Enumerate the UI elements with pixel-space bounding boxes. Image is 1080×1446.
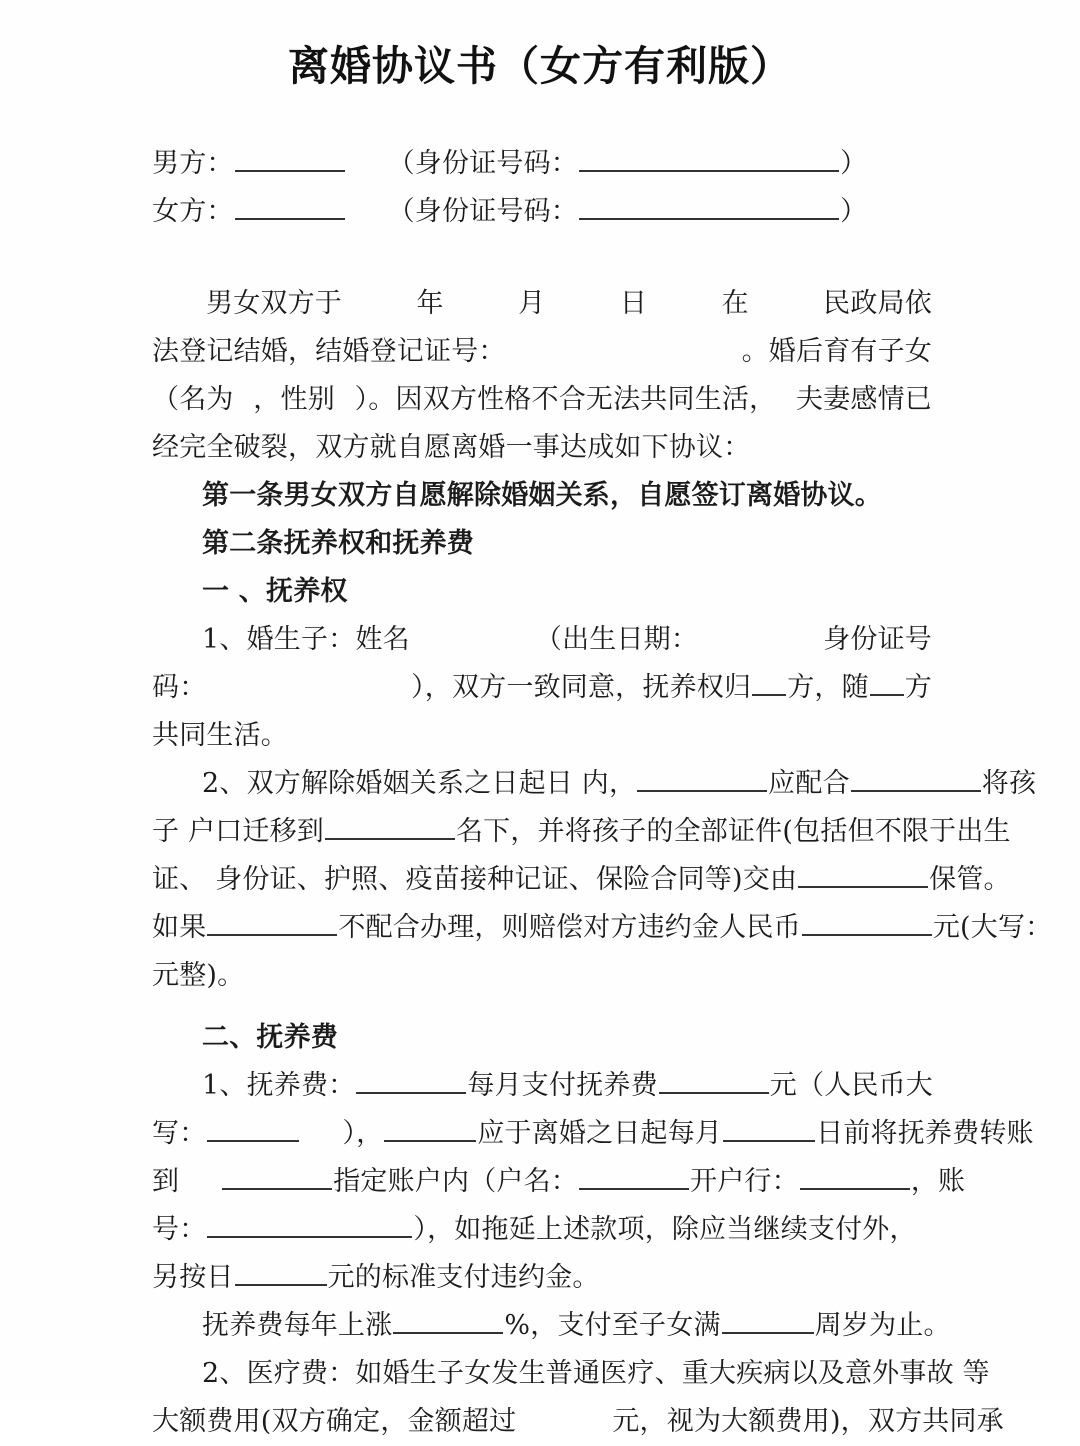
support-daily-penalty-blank[interactable] — [235, 1258, 327, 1286]
custody-penalty-text: 不配合办理，则赔偿对方违约金人民币 — [338, 912, 801, 943]
support-item1-line-1 — [152, 1062, 932, 1110]
preamble-l3-d: 夫妻感情已 — [795, 384, 932, 415]
custody-item1-agree-text — [411, 664, 932, 712]
support-item1-line-2 — [152, 1110, 1034, 1158]
party-line-female — [152, 188, 932, 236]
support-bank-label: 开户行： — [690, 1166, 799, 1197]
party-female-name-blank[interactable] — [235, 192, 345, 220]
custody-holder-blank[interactable] — [752, 668, 786, 696]
support-account-name-blank[interactable] — [579, 1162, 689, 1190]
party-female-id-close: ） — [840, 196, 868, 227]
party-female-id-blank[interactable] — [579, 192, 839, 220]
support-increase-label: 抚养费每年上涨 — [202, 1310, 393, 1341]
preamble-l1-month: 月 — [518, 288, 546, 319]
support-medical-threshold-label: 大额费用(双方确定，金额超过 — [152, 1406, 517, 1437]
custody-item2-cooperator-blank[interactable] — [637, 764, 767, 792]
support-bank-name-blank[interactable] — [800, 1162, 910, 1190]
support-to-label: 到 — [152, 1166, 180, 1197]
preamble-l3-a: （名为 — [152, 384, 234, 415]
support-account-label: 指定账户内（户名： — [333, 1166, 579, 1197]
support-transfer-label: 日前将抚养费转账 — [816, 1118, 1034, 1149]
party-female-role-label: 女方： — [152, 196, 234, 227]
preamble-line-3 — [152, 376, 932, 424]
custody-item1-id-continue: 码： — [152, 672, 207, 703]
custody-live-with-blank[interactable] — [870, 668, 904, 696]
support-account-no-label: 号： — [152, 1214, 207, 1245]
custody-penalty-amount-blank[interactable] — [802, 908, 932, 936]
support-due-day-blank[interactable] — [723, 1114, 815, 1142]
preamble-l1-day: 日 — [619, 288, 648, 319]
preamble-l1-year: 年 — [416, 288, 444, 319]
custody-penalty-if: 如果 — [152, 912, 207, 943]
support-l2-close: ）， — [342, 1118, 384, 1149]
custody-item1-agree-label: ），双方一致同意，抚养权归 — [411, 672, 752, 703]
custody-item1-birthdate-label: （出生日期： — [534, 624, 699, 655]
support-item1-line-3 — [152, 1158, 966, 1206]
party-male-id-close: ） — [840, 148, 868, 179]
clause-article-2: 第二条抚养权和抚养费 — [202, 528, 474, 559]
custody-item2-hukou-label: 子 户口迁移到 — [152, 816, 324, 847]
custody-item2-line-3 — [152, 856, 1011, 904]
clause-article-1: 第一条男女双方自愿解除婚姻关系，自愿签订离婚协议。 — [202, 480, 882, 511]
support-amount-blank[interactable] — [659, 1066, 769, 1094]
support-daily-penalty-label: 另按日 — [152, 1262, 234, 1293]
preamble-l3-c: ）。因双方性格不合无法共同生活， — [354, 384, 777, 415]
custody-item2-line-5: 元整)。 — [152, 960, 245, 991]
party-male-id-label: （身份证号码： — [387, 148, 579, 179]
custody-item2-cooperatee-blank[interactable] — [851, 764, 981, 792]
support-account-number-blank[interactable] — [207, 1210, 412, 1238]
custody-item2-doclist: 证、 身份证、护照、疫苗接种记证、保险合同等)交由 — [152, 864, 798, 895]
custody-item2-c: 将孩 — [981, 768, 1037, 799]
support-item1-label: 1、抚养费： — [202, 1070, 356, 1101]
section-heading-support: 二、抚养费 — [202, 1022, 338, 1053]
preamble-l2-b: 。婚后育有子女 — [741, 336, 932, 367]
support-item2-line-1 — [152, 1350, 990, 1398]
custody-item1-line-3: 共同生活。 — [152, 720, 288, 751]
custody-docs-keeper-blank[interactable] — [798, 860, 928, 888]
support-item1-line-4 — [152, 1206, 932, 1254]
custody-item2-line-4 — [152, 904, 1053, 952]
support-medical-threshold-text: 元，视为大额费用)，双方共同承 — [612, 1406, 1004, 1437]
preamble-l3-b: ，性别 — [253, 384, 335, 415]
section-heading-custody: 一 、抚养权 — [202, 576, 348, 607]
support-medical-label: 2、医疗费：如婚生子女发生普通医疗、重大疾病以及意外事故 等 — [202, 1358, 990, 1389]
spacer-after-parties — [152, 236, 932, 280]
support-delay-text: ），如拖延上述款项，除应当继续支付外， — [413, 1214, 917, 1245]
preamble-l1-bureau: 民政局依 — [823, 288, 932, 319]
custody-hukou-target-blank[interactable] — [325, 812, 455, 840]
support-increase-until-label: %，支付至子女满 — [504, 1310, 721, 1341]
support-daily-penalty-text: 元的标准支付违约金。 — [327, 1262, 600, 1293]
custody-item2-a: 2、双方解除婚姻关系之日起日 内， — [202, 768, 637, 799]
custody-item1-name-label: 1、婚生子：姓名 — [202, 624, 410, 655]
party-female-id-label: （身份证号码： — [387, 196, 579, 227]
custody-item2-keep-label: 保管。 — [929, 864, 1011, 895]
custody-item2-line-1 — [152, 760, 1037, 808]
preamble-line-1 — [152, 280, 932, 328]
party-male-id-blank[interactable] — [579, 144, 839, 172]
custody-item1-line-1 — [152, 616, 932, 664]
custody-penalty-unit: 元(大写： — [932, 912, 1053, 943]
preamble-line-4: 经完全破裂，双方就自愿离婚一事达成如下协议： — [152, 432, 751, 463]
support-currency-label: 元（人民币大 — [769, 1070, 933, 1101]
support-increase-percent-blank[interactable] — [393, 1306, 503, 1334]
support-payer2-blank[interactable] — [384, 1114, 476, 1142]
custody-item1-line-2 — [152, 664, 932, 712]
preamble-l2-a: 法登记结婚，结婚登记证号： — [152, 336, 506, 367]
page-title: 离婚协议书（女方有利版） — [288, 42, 792, 90]
spacer-before-support — [152, 1000, 932, 1014]
party-line-male — [152, 140, 932, 188]
party-male-role-label: 男方： — [152, 148, 234, 179]
support-until-age-blank[interactable] — [722, 1306, 814, 1334]
support-amount-uppercase-blank[interactable] — [207, 1114, 299, 1142]
party-male-name-blank[interactable] — [235, 144, 345, 172]
custody-item1-id-label: 身份证号 — [823, 624, 932, 655]
custody-penalty-party-blank[interactable] — [207, 908, 337, 936]
custody-item1-follow-label: 方，随 — [787, 672, 869, 703]
support-increase-end-label: 周岁为止。 — [814, 1310, 951, 1341]
support-account-owner-party-blank[interactable] — [222, 1162, 332, 1190]
preamble-line-2 — [152, 328, 932, 376]
support-account-no-prefix: ，账 — [910, 1166, 966, 1197]
preamble-l1-at: 在 — [721, 288, 749, 319]
custody-item2-line-2 — [152, 808, 1011, 856]
custody-item1-party-label: 方 — [904, 672, 932, 703]
support-increase-line — [152, 1302, 951, 1350]
custody-item2-b: 应配合 — [768, 768, 850, 799]
support-item2-line-2 — [152, 1398, 1004, 1446]
support-monthly-label: 每月支付抚养费 — [467, 1070, 658, 1101]
support-monthly-due-label: 应于离婚之日起每月 — [477, 1118, 723, 1149]
support-uppercase-label: 写： — [152, 1118, 207, 1149]
preamble-l1-a: 男女双方于 — [206, 288, 342, 319]
support-payer-blank[interactable] — [356, 1066, 466, 1094]
support-item1-line-5 — [152, 1254, 932, 1302]
document-body — [152, 140, 1053, 1446]
custody-item2-docs-label: 名下，并将孩子的全部证件(包括但不限于出生 — [455, 816, 1011, 847]
